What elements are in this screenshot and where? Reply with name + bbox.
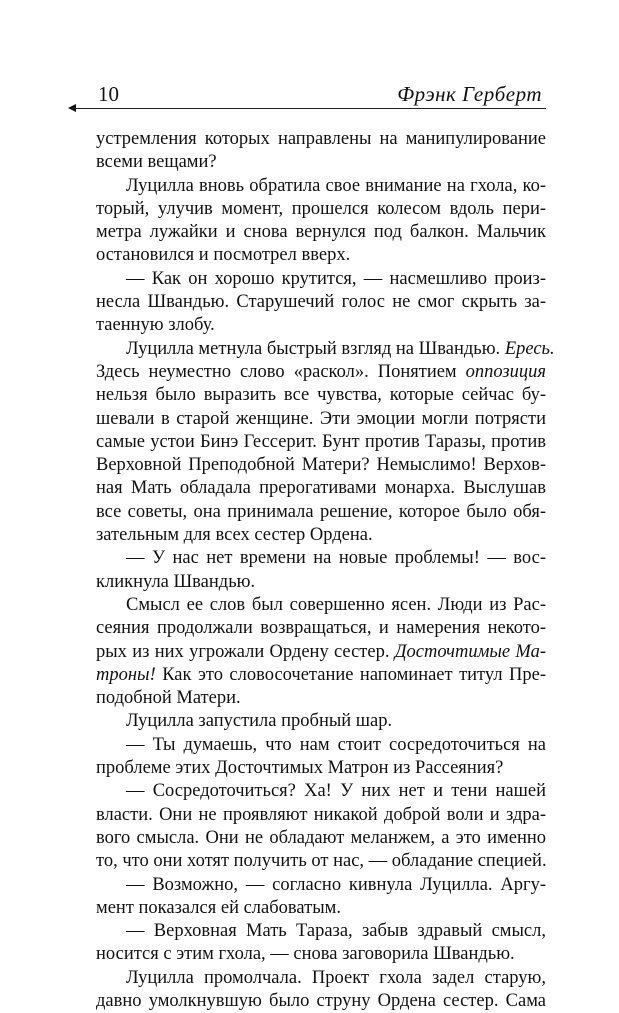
text-line: нельзя было выразить все чувства, которые сейчас бу- [96, 385, 546, 406]
text-line: сеяния продолжали возвращаться, и намерения некото- [96, 618, 546, 639]
text-line: Луцилла промолчала. Проект гхола задел старую, [126, 967, 546, 988]
text-line: — Сосредоточиться? Ха! У них нет и тени нашей [126, 781, 546, 802]
text-line: давно умолкнувшую было струну Ордена сестер. Сама [96, 990, 546, 1011]
text-line: таенную злобу. [96, 315, 215, 336]
text-line: Луцилла вновь обратила свое внимание на гхола, ко- [126, 175, 546, 196]
text-line: мент показался ей слабоватым. [96, 897, 341, 918]
text-line: ная Мать обладала прерогативами монарха. Выслушав [96, 478, 546, 499]
text-line: — Как он хорошо крутится, — насмешливо произ- [126, 268, 546, 289]
text-line: метра лужайки и снова вернулся под балкон. Мальчик [96, 222, 546, 243]
text-line: — У нас нет времени на новые проблемы! — вос- [126, 548, 546, 569]
text-line: несла Швандью. Старушечий голос не смог скрыть за- [96, 292, 546, 313]
text-line: проблеме этих Досточтимых Матрон из Рассеяния? [96, 758, 504, 779]
text-line: торый, улучив момент, прошелся колесом вдоль пери- [96, 198, 546, 219]
running-head-author: Фрэнк Герберт [397, 82, 542, 106]
text-line: зательным для всех сестер Ордена. [96, 525, 373, 546]
page-number: 10 [98, 82, 119, 106]
text-line: — Ты думаешь, что нам стоит сосредоточиться на [126, 734, 546, 755]
text-line: рых из них угрожали Ордену сестер. Досточтимые Ма- [96, 641, 546, 662]
text-line: — Возможно, — согласно кивнула Луцилла. Аргу- [126, 874, 546, 895]
body-text [96, 128, 555, 1013]
text-line: Луцилла метнула быстрый взгляд на Швандью. Ересь. [126, 338, 555, 359]
text-line: Луцилла запустила пробный шар. [126, 711, 393, 732]
text-line: подобной Матери. [96, 688, 241, 709]
text-line: троны! Как это словосочетание напоминает титул Пре- [96, 664, 546, 685]
text-line: остановился и посмотрел вверх. [96, 245, 351, 266]
text-line: то, что они хотят получить от нас, — обладание специей. [96, 851, 547, 872]
text-line: всеми вещами? [96, 152, 217, 173]
text-line: Здесь неуместно слово «раскол». Понятием оппозиция [96, 361, 546, 382]
text-line: самые устои Бинэ Гессерит. Бунт против Таразы, против [96, 431, 546, 452]
text-line: вого смысла. Они не обладают меланжем, а это именно [96, 827, 546, 848]
text-line: устремления которых направлены на манипулирование [96, 129, 546, 149]
text-line: Смысл ее слов был совершенно ясен. Люди из Рас- [126, 594, 546, 615]
text-line: шевали в старой женщине. Эти эмоции могли потрясти [96, 408, 546, 429]
text-line: — Верховная Мать Тараза, забыв здравый смысл, [126, 921, 546, 942]
text-line: Верховной Преподобной Матери? Немыслимо! Верхов- [96, 455, 546, 476]
text-line: все советы, она принимала решение, которое было обя- [96, 501, 546, 522]
text-line: носится с этим гхола, — снова заговорила Швандью. [96, 944, 515, 965]
text-line: власти. Они не проявляют никакой доброй воли и здра- [96, 804, 546, 825]
text-line: кликнула Швандью. [96, 571, 256, 592]
page-header [68, 80, 546, 110]
header-rule [72, 108, 546, 109]
